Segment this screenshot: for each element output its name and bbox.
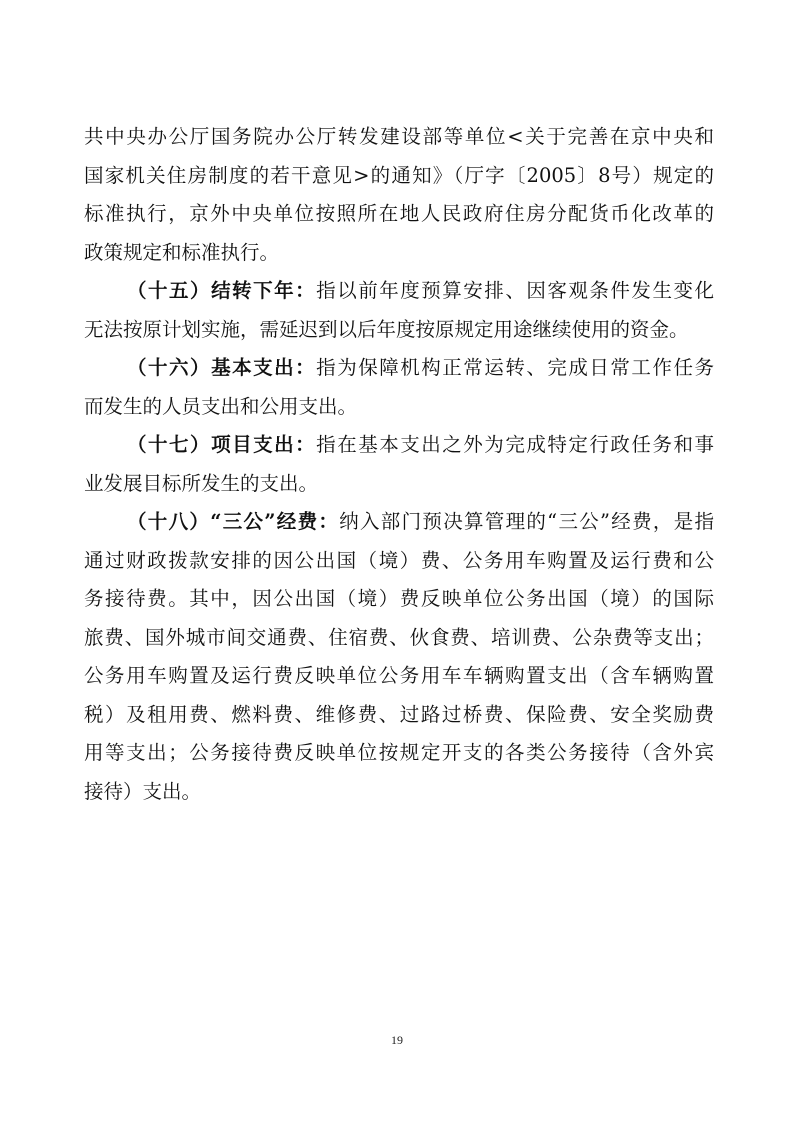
definition-item-18 [84,503,714,811]
text-line: 通过财政拨款安排的因公出国（境）费、公务用车购置及运行费和公 [84,548,714,572]
definition-term: （十八）“三公”经费： [127,510,340,533]
definition-item-16 [84,349,714,426]
text-line: 用等支出；公务接待费反映单位按规定开支的各类公务接待（含外宾 [84,741,714,764]
definition-first-line [84,272,714,311]
definition-item-17 [84,426,714,503]
text-line: 而发生的人员支出和公用支出。 [84,394,358,418]
definition-text: 指为保障机构正常运转、完成日常工作任务 [316,356,714,379]
text-line: 无法按原计划实施，需延迟到以后年度按原规定用途继续使用的资金。 [84,317,689,341]
definition-item-15 [84,272,714,349]
text-line: 业发展目标所发生的支出。 [84,471,319,495]
text-line: 共中央办公厅国务院办公厅转发建设部等单位<关于完善在京中央和 [84,125,714,148]
definition-text: 指以前年度预算安排、因客观条件发生变化 [316,279,714,302]
text-line: 税）及租用费、燃料费、维修费、过路过桥费、保险费、安全奖励费 [84,702,714,726]
text-line: 标准执行，京外中央单位按照所在地人民政府住房分配货币化改革的 [84,202,714,225]
definition-first-line [84,426,714,465]
definition-first-line [84,349,714,388]
definition-text: 纳入部门预决算管理的“三公”经费，是指 [339,510,714,533]
text-line: 接待）支出。 [84,779,202,803]
continued-paragraph [84,118,714,272]
definition-term: （十六）基本支出： [127,356,317,379]
page-number: 19 [391,1033,403,1047]
text-line: 公务用车购置及运行费反映单位公务用车车辆购置支出（含车辆购置 [84,664,714,687]
definition-first-line [84,503,714,542]
definition-term: （十七）项目支出： [127,433,317,456]
definition-term: （十五）结转下年： [127,279,317,302]
text-line: 旅费、国外城市间交通费、住宿费、伙食费、培训费、公杂费等支出； [84,625,714,649]
document-body [84,118,714,811]
text-line: 政策规定和标准执行。 [84,240,280,264]
text-line: 务接待费。其中，因公出国（境）费反映单位公务出国（境）的国际 [84,587,714,610]
text-line: 国家机关住房制度的若干意见>的通知》（厅字〔2005〕8号）规定的 [84,163,714,187]
definition-text: 指在基本支出之外为完成特定行政任务和事 [316,433,714,456]
